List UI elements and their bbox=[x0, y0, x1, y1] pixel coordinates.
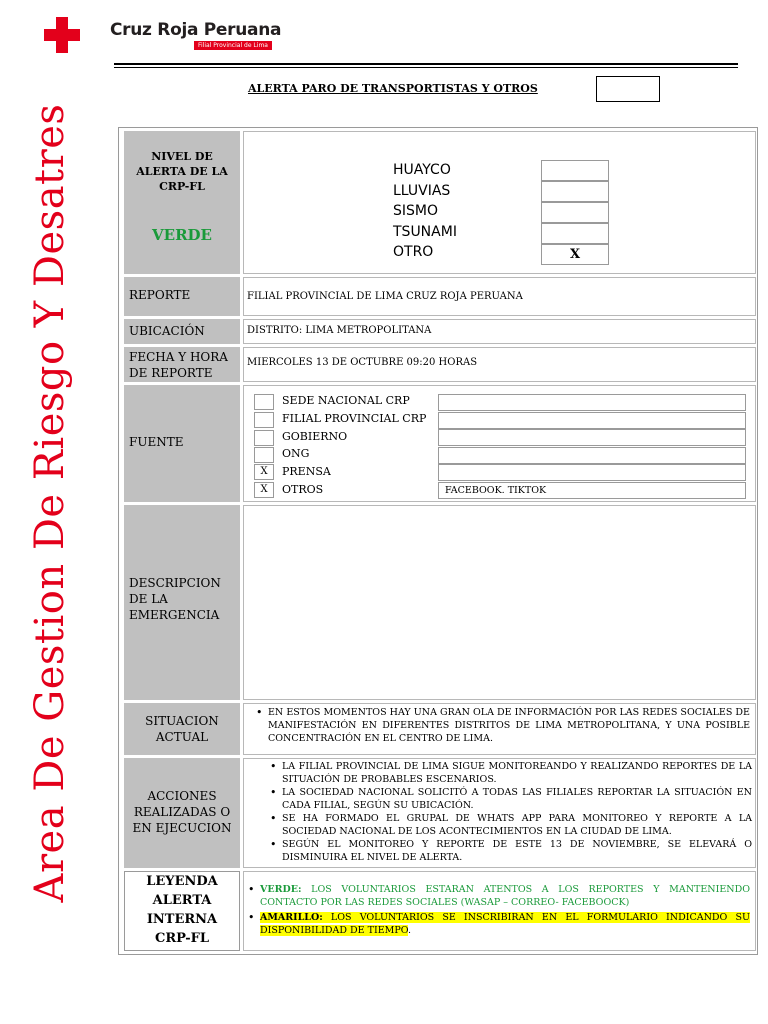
side-title bbox=[20, 98, 80, 908]
source-label: FUENTE bbox=[129, 435, 184, 449]
situation-item: • EN ESTOS MOMENTOS HAY UNA GRAN OLA DE INFORMACIÓN POR LAS REDES SOCIALES DE MANIFESTACIÓN EN DIFERENTES DISTRITOS DE LIMA METROPOLITANA, Y UNA POSIBLE CONCENTRACIÓN EN EL CENTRO DE LIMA. bbox=[254, 706, 750, 745]
description-label-cell bbox=[124, 505, 240, 700]
legend-list bbox=[246, 883, 750, 937]
legend-verde-text: LOS VOLUNTARIOS ESTARAN ATENTOS A LOS REPORTES Y MANTENIENDO CONTACTO POR LAS REDES SOCIALES (WASAP – CORREO- FACEBOOCK) bbox=[260, 884, 750, 908]
alert-level-label-cell bbox=[124, 131, 240, 274]
alert-level-heading: NIVEL DE ALERTA DE LA CRP-FL bbox=[136, 150, 228, 193]
source-checkbox[interactable] bbox=[254, 447, 274, 463]
hazard-checkbox[interactable] bbox=[541, 202, 609, 223]
actions-item: • LA FILIAL PROVINCIAL DE LIMA SIGUE MONITOREANDO Y REALIZANDO REPORTES DE LA SITUACIÓN DE PROBABLES ESCENARIOS. bbox=[268, 760, 752, 786]
title-code-box bbox=[596, 76, 660, 102]
datetime-label-cell bbox=[124, 347, 240, 382]
location-value-cell bbox=[243, 319, 756, 344]
legend-label-cell bbox=[124, 871, 240, 951]
situation-cell bbox=[243, 703, 756, 755]
legend-amarillo-text: LOS VOLUNTARIOS SE INSCRIBIRAN EN EL FORMULARIO INDICANDO SU DISPONIBILIDAD DE TIEMPO bbox=[260, 912, 750, 936]
datetime-value: MIERCOLES 13 DE OCTUBRE 09:20 HORAS bbox=[247, 357, 478, 368]
actions-item: • LA SOCIEDAD NACIONAL SOLICITÓ A TODAS LAS FILIALES REPORTAR LA SITUACIÓN EN CADA FILIAL, SEGÚN SU UBICACIÓN. bbox=[268, 786, 752, 812]
location-value: DISTRITO: LIMA METROPOLITANA bbox=[247, 325, 432, 336]
header-rule-thin bbox=[114, 67, 738, 68]
hazard-label: OTRO bbox=[393, 244, 434, 260]
source-detail-field[interactable] bbox=[438, 394, 746, 411]
source-detail-field[interactable] bbox=[438, 412, 746, 429]
description-label: DESCRIPCION DE LA EMERGENCIA bbox=[129, 576, 221, 622]
alert-form bbox=[118, 127, 758, 955]
hazard-label: LLUVIAS bbox=[393, 183, 451, 199]
hazard-cell bbox=[243, 131, 756, 274]
datetime-label: FECHA Y HORA DE REPORTE bbox=[129, 350, 228, 380]
source-name: GOBIERNO bbox=[282, 430, 348, 443]
source-name: ONG bbox=[282, 447, 310, 460]
hazard-checkbox[interactable] bbox=[541, 223, 609, 244]
source-checkbox[interactable] bbox=[254, 394, 274, 410]
hazard-label: TSUNAMI bbox=[393, 224, 457, 240]
legend-cell bbox=[243, 871, 756, 951]
actions-label-cell bbox=[124, 758, 240, 868]
source-detail-field[interactable] bbox=[438, 447, 746, 464]
hazard-label: HUAYCO bbox=[393, 162, 451, 178]
source-checkbox[interactable] bbox=[254, 412, 274, 428]
cruz-roja-logo bbox=[44, 11, 282, 55]
actions-label: ACCIONES REALIZADAS O EN EJECUCION bbox=[132, 789, 232, 835]
source-name: OTROS bbox=[282, 483, 324, 496]
side-title-text: Area De Gestion De Riesgo Y Desatres bbox=[27, 103, 73, 903]
source-detail-field[interactable] bbox=[438, 464, 746, 481]
location-label-cell bbox=[124, 319, 240, 344]
legend-verde-key: VERDE: bbox=[260, 884, 302, 895]
hazard-checkbox[interactable] bbox=[541, 181, 609, 202]
actions-list bbox=[268, 760, 752, 864]
source-detail-field[interactable]: FACEBOOK. TIKTOK bbox=[438, 482, 746, 499]
report-value-cell bbox=[243, 277, 756, 316]
hazard-label: SISMO bbox=[393, 203, 439, 219]
legend-verde-item bbox=[246, 883, 750, 909]
report-value: FILIAL PROVINCIAL DE LIMA CRUZ ROJA PERUANA bbox=[247, 291, 523, 302]
actions-item: • SEGÚN EL MONITOREO Y REPORTE DE ESTE 13 DE NOVIEMBRE, SE ELEVARÁ O DISMINUIRA EL NIVEL DE ALERTA. bbox=[268, 838, 752, 864]
location-label: UBICACIÓN bbox=[129, 324, 205, 338]
situation-list bbox=[254, 706, 750, 745]
description-value-cell[interactable] bbox=[243, 505, 756, 700]
legend-amarillo-item bbox=[246, 911, 750, 937]
org-subtitle: Filial Provincial de Lima bbox=[194, 41, 272, 50]
report-label: REPORTE bbox=[129, 288, 191, 302]
report-label-cell bbox=[124, 277, 240, 316]
header-rule bbox=[114, 63, 738, 65]
source-cell bbox=[243, 385, 756, 502]
red-cross-icon-bar bbox=[44, 29, 80, 41]
hazard-checkbox[interactable] bbox=[541, 160, 609, 181]
source-checkbox[interactable]: X bbox=[254, 482, 274, 498]
actions-item: • SE HA FORMADO EL GRUPAL DE WHATS APP PARA MONITOREO Y REPORTE A LA SOCIEDAD NACIONAL DE LOS ACONTECIMIENTOS EN LA CIUDAD DE LIMA. bbox=[268, 812, 752, 838]
source-checkbox[interactable]: X bbox=[254, 464, 274, 480]
alert-level-value: VERDE bbox=[152, 226, 212, 244]
org-name: Cruz Roja Peruana bbox=[110, 20, 282, 40]
document-title: ALERTA PARO DE TRANSPORTISTAS Y OTROS bbox=[248, 82, 538, 95]
datetime-value-cell bbox=[243, 347, 756, 382]
legend-amarillo-key: AMARILLO: bbox=[260, 912, 323, 923]
legend-heading: LEYENDA ALERTA INTERNA CRP-FL bbox=[146, 874, 218, 946]
actions-cell bbox=[243, 758, 756, 868]
source-label-cell bbox=[124, 385, 240, 502]
source-detail-field[interactable] bbox=[438, 429, 746, 446]
source-name: SEDE NACIONAL CRP bbox=[282, 394, 410, 407]
hazard-checkbox[interactable]: X bbox=[541, 244, 609, 265]
source-name: FILIAL PROVINCIAL CRP bbox=[282, 412, 427, 425]
source-name: PRENSA bbox=[282, 465, 331, 478]
situation-label: SITUACION ACTUAL bbox=[145, 714, 219, 744]
source-checkbox[interactable] bbox=[254, 430, 274, 446]
situation-label-cell bbox=[124, 703, 240, 755]
legend-amarillo-end: . bbox=[407, 925, 412, 936]
